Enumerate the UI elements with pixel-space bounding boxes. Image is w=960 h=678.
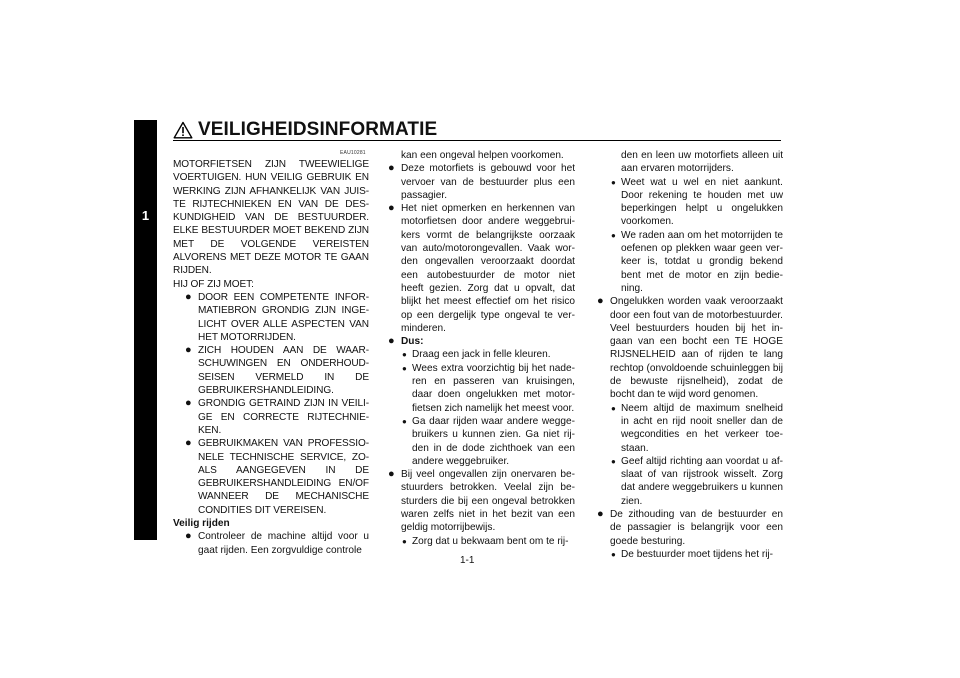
small-bullet-icon: ● [611,549,616,559]
bullet-icon: ● [185,397,192,410]
bullet-icon: ● [388,162,395,175]
continued-text: den en leen uw motorfiets alleen uit aan ervaren motorrijders. [621,150,783,175]
section-tab [134,120,157,540]
column-1 [173,158,369,557]
bullet-icon: ● [185,530,192,543]
bullet-icon: ● [388,335,395,348]
small-bullet-icon: ● [611,177,616,187]
list-item: ● Deze motorfiets is gebouwd voor het vervoer van de bestuurder plus een passagier. [388,162,575,201]
bullet-icon: ● [185,437,192,450]
section-number: 1 [141,208,150,223]
list-item: ● Controleer de machine altijd voor u gaat rijden. Een zorgvuldige controle [185,530,369,556]
column-2 [388,149,575,548]
sub-list-item: ● We raden aan om het motorrijden te oefenen op plekken waar geen ver-keer is, totdat u grondig bekend bent met de motor en zijn bedie-ning. [611,229,783,294]
bullet-icon: ● [185,290,192,303]
list-item: ● Dus: [388,335,424,348]
list-item: ● Het niet opmerken en herkennen van motorfietsen door andere weggebrui-kers vormt de belangrijkste oorzaak van auto/motorongevallen. Vaak wor-den ongevallen veroorzaakt doordat een autobestuurder de motor niet heeft gezien. Zorg dat u opvalt, dat blijkt het meest effectief om het risico op een dergelijk type ongeval te ver-minderen. [388,202,575,334]
list-item: ● De zithouding van de bestuurder en de passagier is belangrijk voor een goede besturing. [597,508,783,547]
page-number: 1-1 [460,555,475,566]
bullet-icon: ● [388,202,395,215]
requirements-intro: HIJ OF ZIJ MOET: [173,278,254,290]
page-title: VEILIGHEIDSINFORMATIE [198,119,438,140]
bullet-icon: ● [185,344,192,357]
bullet-icon: ● [388,468,395,481]
list-item: ● GRONDIG GETRAIND ZIJN IN VEILI-GE EN CORRECTE RIJTECHNIE-KEN. [185,397,369,436]
bullet-icon: ● [597,508,604,521]
small-bullet-icon: ● [611,230,616,240]
small-bullet-icon: ● [611,403,616,413]
title-rule [173,140,781,141]
small-bullet-icon: ● [402,350,407,360]
subheading-safe-riding: Veilig rijden [173,518,230,530]
sub-list-item: ● Geef altijd richting aan voordat u af-slaat of van rijstrook wisselt. Zorg dat andere weggebruikers u kunnen zien. [611,455,783,507]
sub-list-item: ● Draag een jack in felle kleuren. [402,349,551,361]
continued-text: kan een ongeval helpen voorkomen. [401,150,564,161]
small-bullet-icon: ● [402,536,407,546]
intro-paragraph: MOTORFIETSEN ZIJN TWEEWIELIGE VOERTUIGEN. HUN VEILIG GEBRUIK EN WERKING ZIJN AFHANKELIJK VAN JUIS-TE RIJTECHNIEKEN EN VAN DE DES-KUNDIGHEID VAN DE BESTUURDER. ELKE BESTUURDER MOET BEKEND ZIJN MET DE VOLGENDE VEREISTEN ALVORENS MET DEZE MOTOR TE GAAN RIJDEN. [173,159,369,277]
sub-list-item: ● Ga daar rijden waar andere wegge-bruikers u kunnen zien. Ga niet rij-den in de dode zichthoek van een andere weggebruiker. [402,415,575,467]
section-header [173,118,437,142]
bullet-icon: ● [597,295,604,308]
list-item: ● GEBRUIKMAKEN VAN PROFESSIO-NELE TECHNISCHE SERVICE, ZO-ALS AANGEGEVEN IN DE GEBRUIKERSHANDLEIDING EN/OF WANNEER DE MECHANISCHE CONDITIES DIT VEREISEN. [185,437,369,516]
sub-list-item: ● Weet wat u wel en niet aankunt. Door rekening te houden met uw beperkingen helpt u ongelukken voorkomen. [611,176,783,228]
list-item: ● ZICH HOUDEN AAN DE WAAR-SCHUWINGEN EN ONDERHOUD-SEISEN VERMELD IN DE GEBRUIKERSHANDLEIDING. [185,344,369,397]
list-item: ● DOOR EEN COMPETENTE INFOR-MATIEBRON GRONDIG ZIJN INGE-LICHT OVER ALLE ASPECTEN VAN HET MOTORRIJDEN. [185,290,369,343]
sub-list-item: ● Zorg dat u bekwaam bent om te rij- [402,535,569,547]
list-item: ● Bij veel ongevallen zijn onervaren be-stuurders betrokken. Veelal zijn be-sturders die bij een ongeval betrokken waren zelfs niet in het bezit van een geldig motorrijbewijs. [388,468,575,534]
sub-list-item: ● Wees extra voorzichtig bij het nade-ren en passeren van kruisingen, daar doen ongelukken met motor-fietsen zich namelijk het meest voor. [402,362,575,414]
sub-list-item: ● De bestuurder moet tijdens het rij- [611,548,774,560]
list-item: ● Ongelukken worden vaak veroorzaakt door een fout van de motorbestuurder. Veel bestuurders houden bij het in-gaan van een bocht een TE HOGE RIJSNELHEID aan of rijden te lang rechtop (onvoldoende schuinleggen bij de bewuste rijsnelheid), zodat de bocht dan te wijd word genomen. [597,295,783,401]
sub-list-item: ● Neem altijd de maximum snelheid in acht en rijd nooit sneller dan de wegcondities en het verkeer toe-staan. [611,402,783,454]
warning-triangle-icon [173,121,193,139]
small-bullet-icon: ● [402,363,407,373]
small-bullet-icon: ● [402,416,407,426]
column-3 [597,149,783,561]
small-bullet-icon: ● [611,456,616,466]
document-code: EAU10281 [340,150,366,156]
